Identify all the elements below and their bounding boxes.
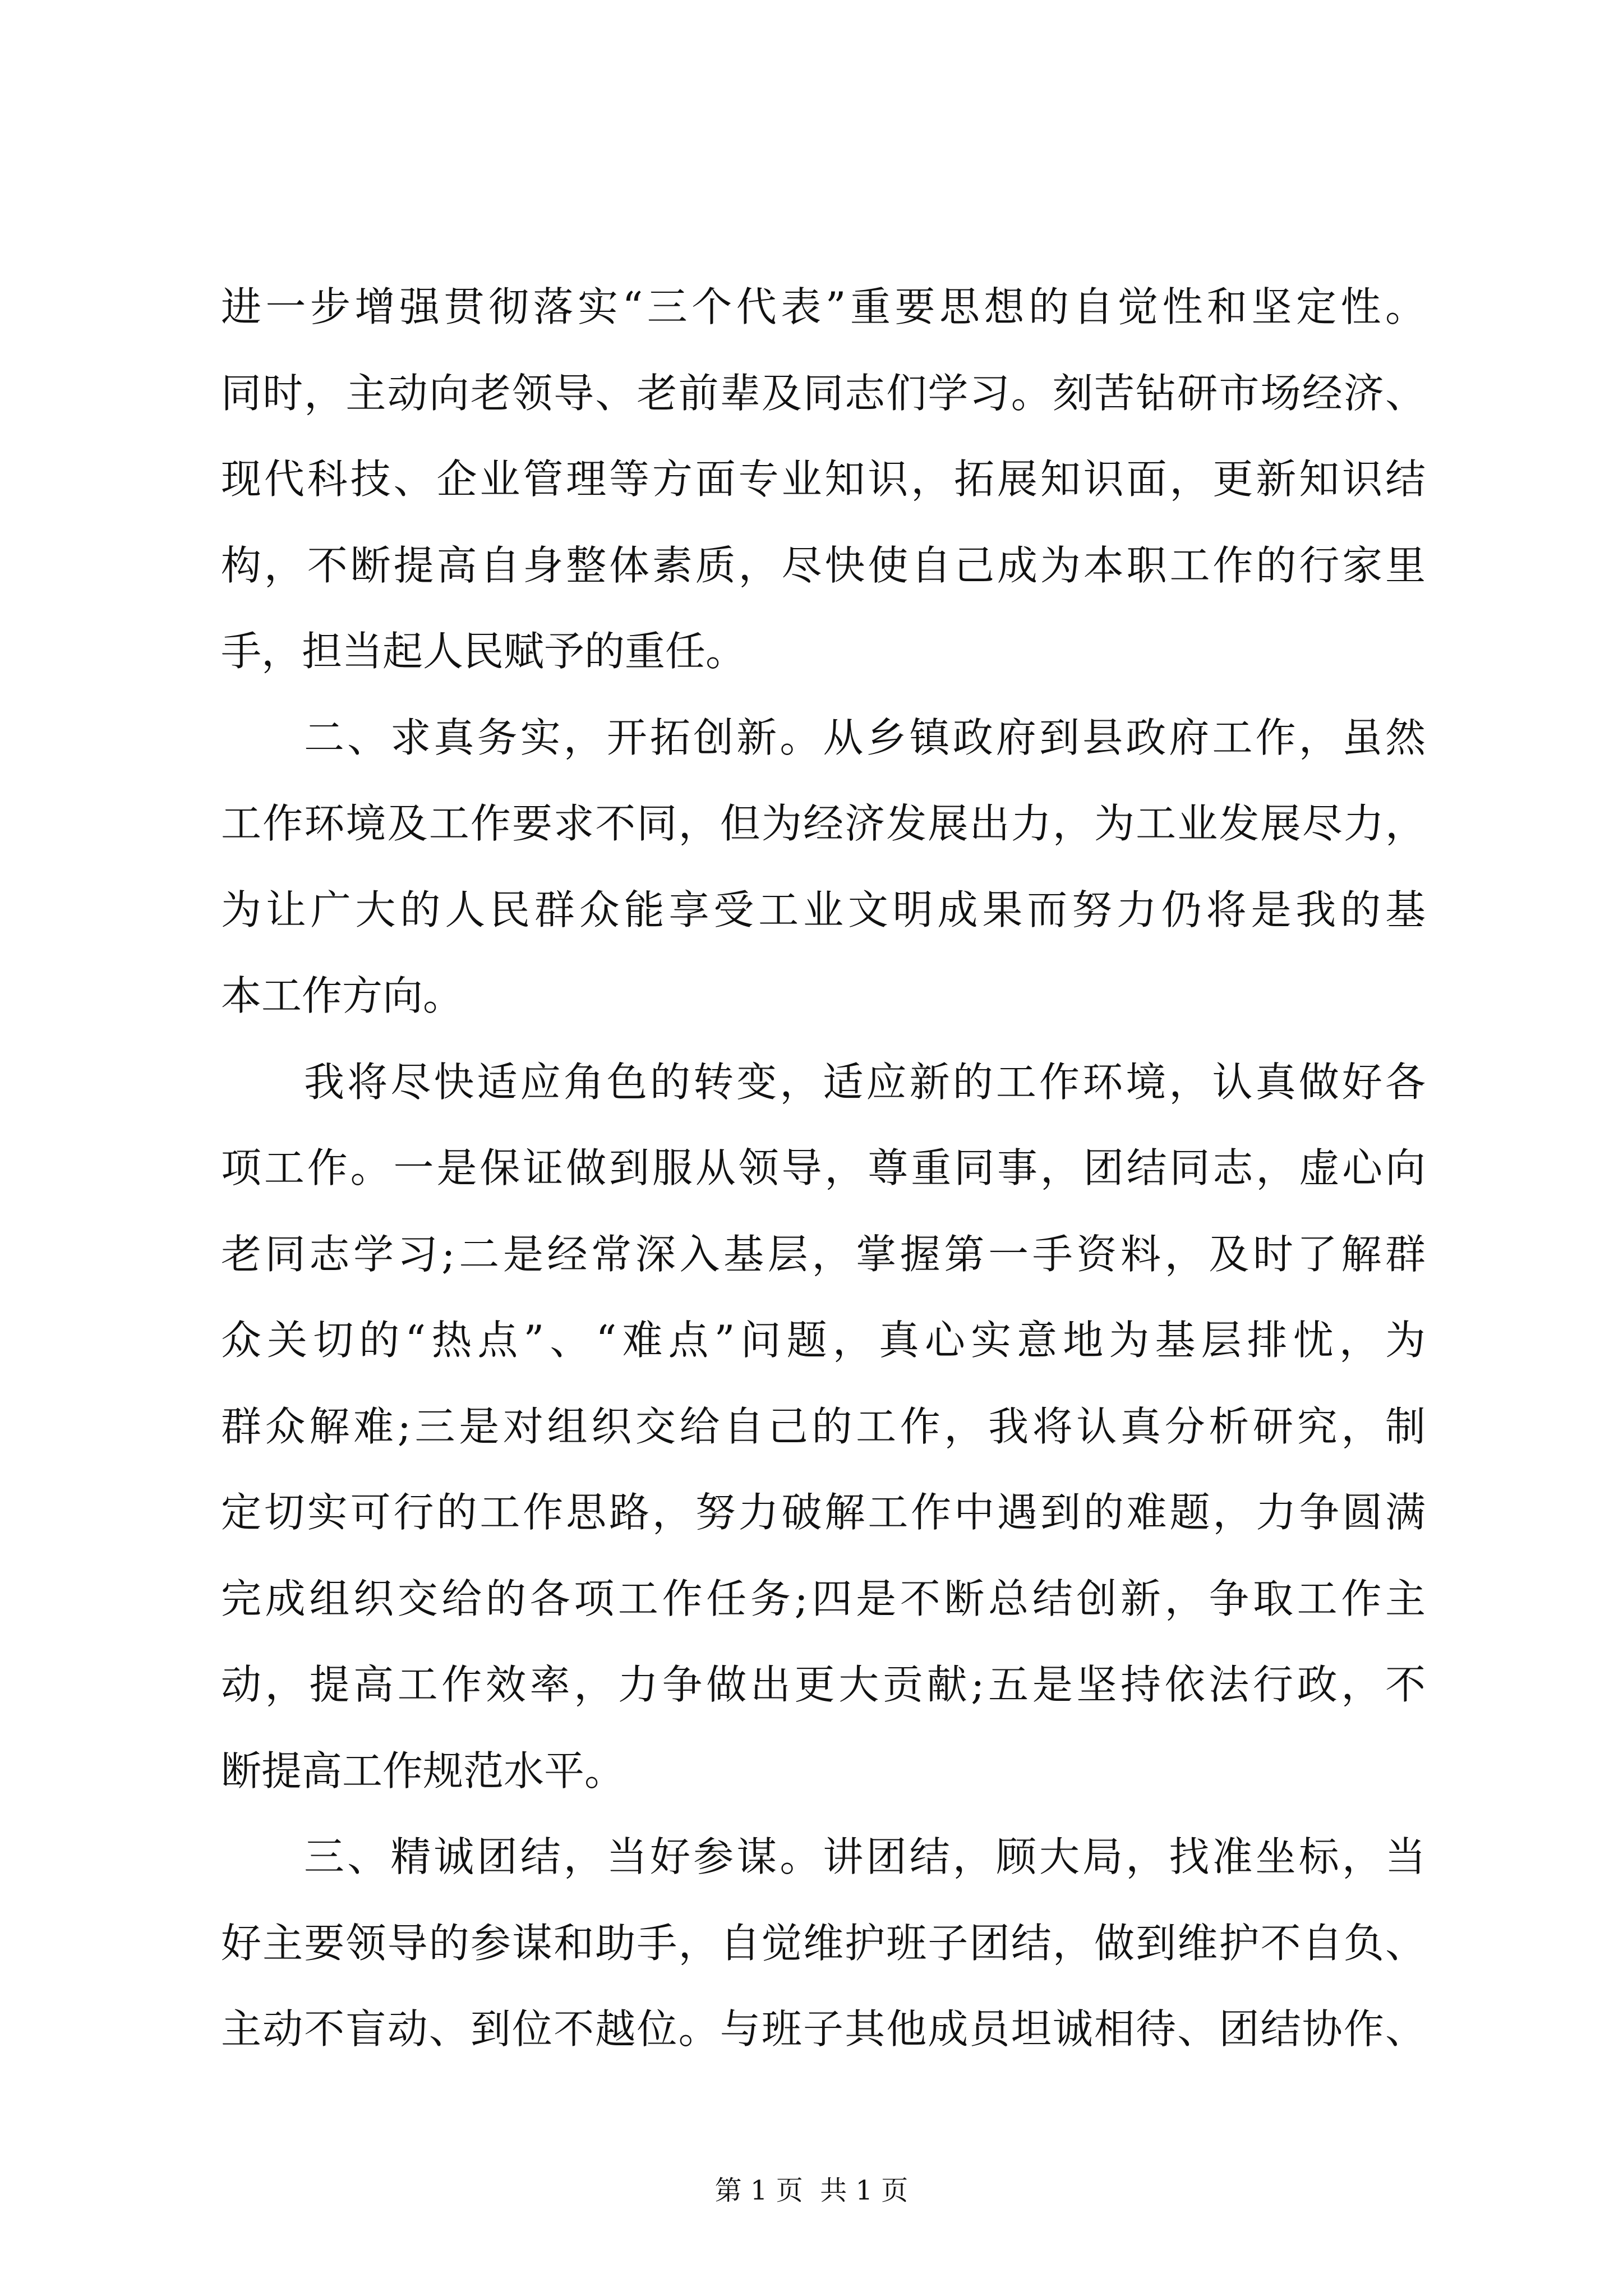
paragraph-3	[221, 1039, 1426, 1815]
text-line: 手，担当起人民赋予的重任。	[221, 628, 746, 675]
text-line: 项工作。一是保证做到服从领导，尊重同事，团结同志，虚心向	[221, 1144, 1426, 1191]
text-line: 众关切的“热点”、“难点”问题，真心实意地为基层排忧，为	[221, 1317, 1426, 1364]
page-number-footer: 第 1 页 共 1 页	[714, 2175, 909, 2206]
document-body	[221, 264, 1426, 2073]
text-line: 进一步增强贯彻落实“三个代表”重要思想的自觉性和坚定性。	[221, 283, 1426, 330]
text-line: 工作环境及工作要求不同，但为经济发展出力，为工业发展尽力，	[221, 800, 1426, 847]
text-line: 主动不盲动、到位不越位。与班子其他成员坦诚相待、团结协作、	[221, 2005, 1426, 2053]
paragraph-1	[221, 264, 1426, 695]
text-line: 二、求真务实，开拓创新。从乡镇政府到县政府工作，虽然	[304, 714, 1426, 761]
paragraph-2	[221, 695, 1426, 1039]
text-line: 完成组织交给的各项工作任务;四是不断总结创新，争取工作主	[221, 1575, 1426, 1622]
text-line: 好主要领导的参谋和助手，自觉维护班子团结，做到维护不自负、	[221, 1919, 1426, 1967]
text-line: 为让广大的人民群众能享受工业文明成果而努力仍将是我的基	[221, 886, 1426, 933]
text-line: 断提高工作规范水平。	[221, 1747, 625, 1795]
text-line: 群众解难;三是对组织交给自己的工作，我将认真分析研究，制	[221, 1402, 1426, 1450]
text-line: 定切实可行的工作思路，努力破解工作中遇到的难题，力争圆满	[221, 1489, 1426, 1536]
text-line: 现代科技、企业管理等方面专业知识，拓展知识面，更新知识结	[221, 455, 1426, 503]
text-line: 老同志学习;二是经常深入基层，掌握第一手资料，及时了解群	[221, 1230, 1426, 1278]
text-line: 我将尽快适应角色的转变，适应新的工作环境，认真做好各	[304, 1058, 1426, 1106]
text-line: 本工作方向。	[221, 972, 464, 1019]
text-line: 构，不断提高自身整体素质，尽快使自己成为本职工作的行家里	[221, 541, 1426, 589]
text-line: 同时，主动向老领导、老前辈及同志们学习。刻苦钻研市场经济、	[221, 369, 1426, 417]
text-line: 三、精诚团结，当好参谋。讲团结，顾大局，找准坐标，当	[304, 1833, 1426, 1880]
paragraph-4	[221, 1814, 1426, 2073]
text-line: 动，提高工作效率，力争做出更大贡献;五是坚持依法行政，不	[221, 1661, 1426, 1708]
